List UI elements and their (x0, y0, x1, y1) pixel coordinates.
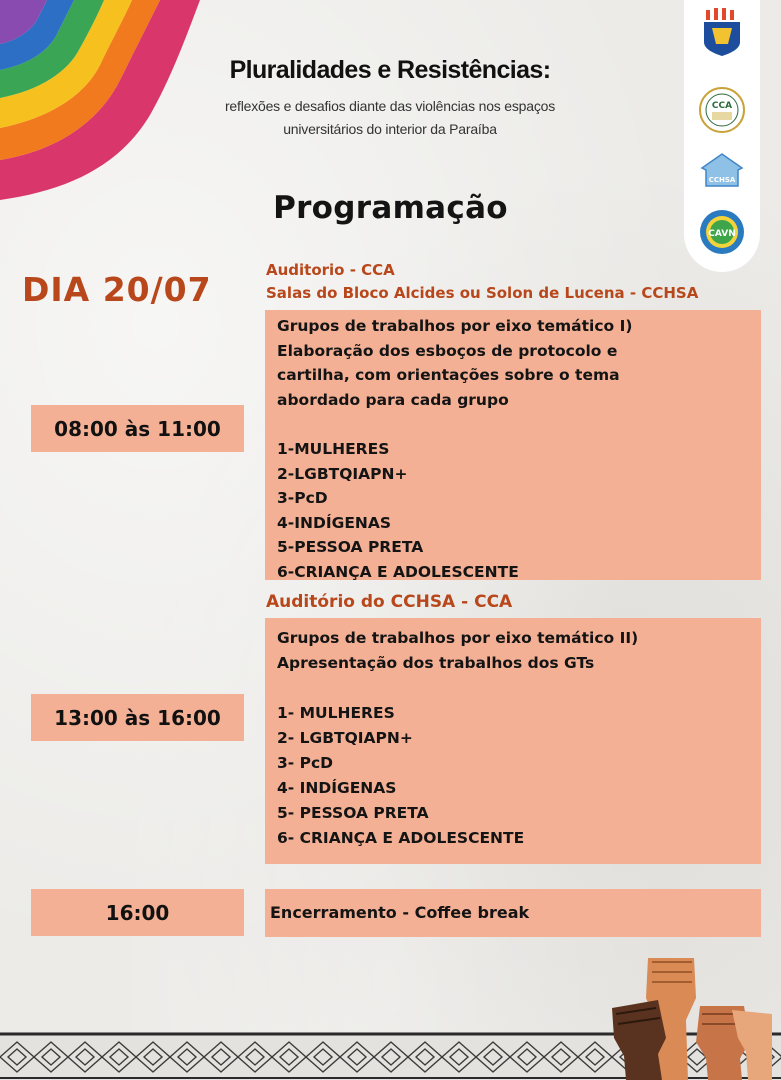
ufpb-crest-icon (698, 8, 746, 56)
location-morning-line1: Auditorio - CCA (266, 261, 395, 279)
spacer (277, 412, 751, 437)
list-item: 2- LGBTQIAPN+ (277, 728, 413, 747)
event-subtitle-line2: universitários do interior da Paraíba (283, 121, 497, 137)
location-morning-line2: Salas do Bloco Alcides ou Solon de Lucena - CCHSA (266, 284, 699, 302)
spacer (277, 676, 751, 701)
raised-fists-icon (612, 958, 772, 1080)
event-subtitle-line1: reflexões e desafios diante das violências nos espaços (224, 98, 556, 114)
cavn-seal-text: CAVN (708, 229, 736, 239)
event-title: Pluralidades e Resistências: (229, 56, 551, 84)
list-item: 2-LGBTQIAPN+ (277, 464, 408, 483)
list-item: 4- INDÍGENAS (277, 778, 397, 797)
session-description-line: Grupos de trabalhos por eixo temático II) (277, 629, 639, 647)
location-afternoon: Auditório do CCHSA - CCA (266, 592, 513, 612)
list-item: 1-MULHERES (277, 439, 390, 458)
session-description-line: Elaboração dos esboços de protocolo e (277, 341, 618, 360)
list-item: 1- MULHERES (277, 703, 395, 722)
list-item: 6- CRIANÇA E ADOLESCENTE (277, 828, 525, 847)
session-content-afternoon (265, 618, 761, 864)
session-description-line: Grupos de trabalhos por eixo temático I) (277, 317, 633, 335)
logo-column (684, 0, 760, 272)
session-description-line: Encerramento - Coffee break (270, 902, 530, 922)
session-description-line: cartilha, com orientações sobre o tema (277, 366, 620, 385)
list-item: 3-PcD (277, 489, 328, 508)
session-time-afternoon: 13:00 às 16:00 (31, 694, 244, 741)
session-time-closing: 16:00 (31, 889, 244, 936)
list-item: 5-PESSOA PRETA (277, 538, 424, 557)
session-description-line: abordado para cada grupo (277, 390, 509, 409)
day-label: DIA 20/07 (22, 270, 212, 309)
cca-seal-icon (698, 86, 746, 134)
programme-heading: Programação (273, 190, 508, 226)
session-time-morning: 08:00 às 11:00 (31, 405, 244, 452)
cchsa-seal-text: CCHSA (708, 176, 736, 184)
session-description-line: Apresentação dos trabalhos dos GTs (277, 654, 595, 672)
list-item: 6-CRIANÇA E ADOLESCENTE (277, 562, 519, 581)
cchsa-seal-icon (698, 148, 746, 196)
cca-seal-text: CCA (711, 101, 733, 111)
list-item: 5- PESSOA PRETA (277, 803, 429, 822)
list-item: 4-INDÍGENAS (277, 513, 392, 532)
list-item: 3- PcD (277, 753, 334, 772)
session-content-morning (265, 310, 761, 580)
session-content-closing (265, 889, 761, 937)
